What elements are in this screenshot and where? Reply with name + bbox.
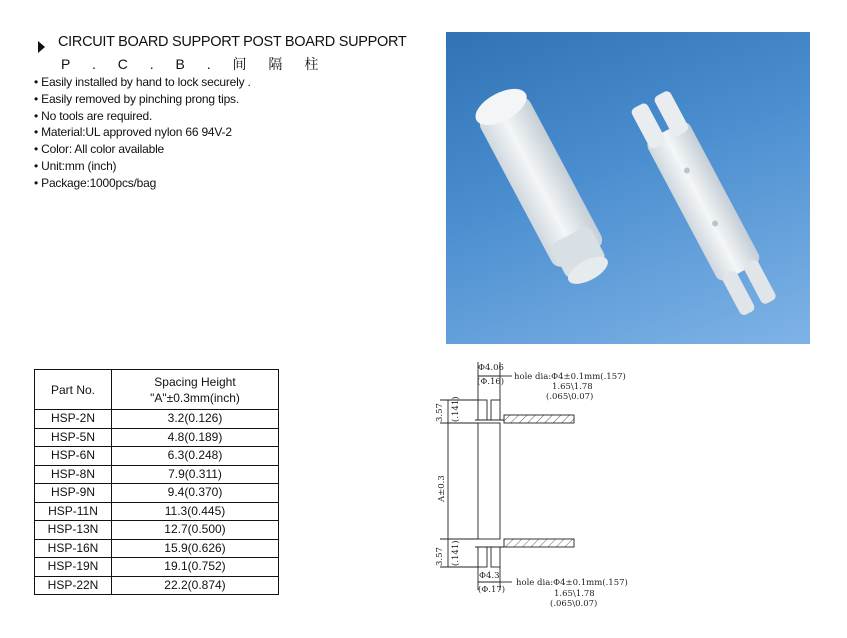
feature-item: • Material:UL approved nylon 66 94V-2 <box>34 124 251 141</box>
part-cell: HSP-22N <box>35 576 112 595</box>
table-row <box>35 465 279 484</box>
top-thick-inch-label: (.065\0.07) <box>546 392 594 402</box>
height-cell: 11.3(0.445) <box>112 502 279 521</box>
product-photo <box>446 32 810 344</box>
col-part-no: Part No. <box>35 370 112 410</box>
bottom-hole-label: hole dia:Φ4±0.1mm(.157) <box>516 578 628 588</box>
part-cell: HSP-8N <box>35 465 112 484</box>
col-header-line2: "A"±0.3mm(inch) <box>150 390 240 405</box>
left-post <box>470 81 618 292</box>
technical-drawing <box>420 352 660 620</box>
arrow-right-icon <box>38 41 45 53</box>
table-row <box>35 539 279 558</box>
feature-item: • Easily installed by hand to lock securely . <box>34 74 251 91</box>
height-cell: 6.3(0.248) <box>112 447 279 466</box>
top-thick-label: 1.65\1.78 <box>552 382 593 392</box>
bottom-thick-inch-label: (.065\0.07) <box>550 599 598 609</box>
height-cell: 15.9(0.626) <box>112 539 279 558</box>
height-cell: 22.2(0.874) <box>112 576 279 595</box>
support-post-illustration <box>446 32 810 344</box>
bottom-height-inch-label: (.141) <box>451 540 461 566</box>
spec-table <box>34 369 279 595</box>
col-spacing-height <box>112 370 279 410</box>
table-row <box>35 576 279 595</box>
table-row <box>35 410 279 429</box>
height-cell: 3.2(0.126) <box>112 410 279 429</box>
bottom-dia-inch-label: (Φ.17) <box>478 585 506 595</box>
title-text: CIRCUIT BOARD SUPPORT POST BOARD SUPPORT <box>58 34 407 50</box>
top-dia-label: Φ4.06 <box>478 363 504 373</box>
feature-item: • Package:1000pcs/bag <box>34 175 251 192</box>
middle-height-label: A±0.3 <box>437 475 447 502</box>
table-row <box>35 502 279 521</box>
top-height-inch-label: (.141) <box>451 396 461 422</box>
part-cell: HSP-5N <box>35 428 112 447</box>
feature-item: • Unit:mm (inch) <box>34 158 251 175</box>
bottom-thick-label: 1.65\1.78 <box>554 589 595 599</box>
part-cell: HSP-19N <box>35 558 112 577</box>
height-cell: 9.4(0.370) <box>112 484 279 503</box>
product-title <box>42 34 406 50</box>
height-cell: 4.8(0.189) <box>112 428 279 447</box>
table-header-row <box>35 370 279 410</box>
feature-item: • No tools are required. <box>34 108 251 125</box>
bottom-height-label: 3.57 <box>435 547 445 566</box>
height-cell: 7.9(0.311) <box>112 465 279 484</box>
table-row <box>35 484 279 503</box>
part-cell: HSP-2N <box>35 410 112 429</box>
table-row <box>35 447 279 466</box>
feature-item: • Easily removed by pinching prong tips. <box>34 91 251 108</box>
height-cell: 19.1(0.752) <box>112 558 279 577</box>
part-cell: HSP-16N <box>35 539 112 558</box>
feature-item: • Color: All color available <box>34 141 251 158</box>
table-row <box>35 558 279 577</box>
top-hole-label: hole dia:Φ4±0.1mm(.157) <box>514 372 626 382</box>
part-cell: HSP-13N <box>35 521 112 540</box>
bottom-dia-label: Φ4.3 <box>479 571 500 581</box>
height-cell: 12.7(0.500) <box>112 521 279 540</box>
part-cell: HSP-9N <box>35 484 112 503</box>
col-header-line1: Spacing Height <box>154 374 236 389</box>
top-height-label: 3.57 <box>435 403 445 422</box>
table-row <box>35 428 279 447</box>
product-subtitle: P . C . B . 间 隔 柱 <box>61 56 321 72</box>
right-post <box>628 89 781 319</box>
part-cell: HSP-11N <box>35 502 112 521</box>
table-row <box>35 521 279 540</box>
feature-list <box>34 74 251 192</box>
part-cell: HSP-6N <box>35 447 112 466</box>
top-dia-inch-label: (Φ.16) <box>477 377 505 387</box>
